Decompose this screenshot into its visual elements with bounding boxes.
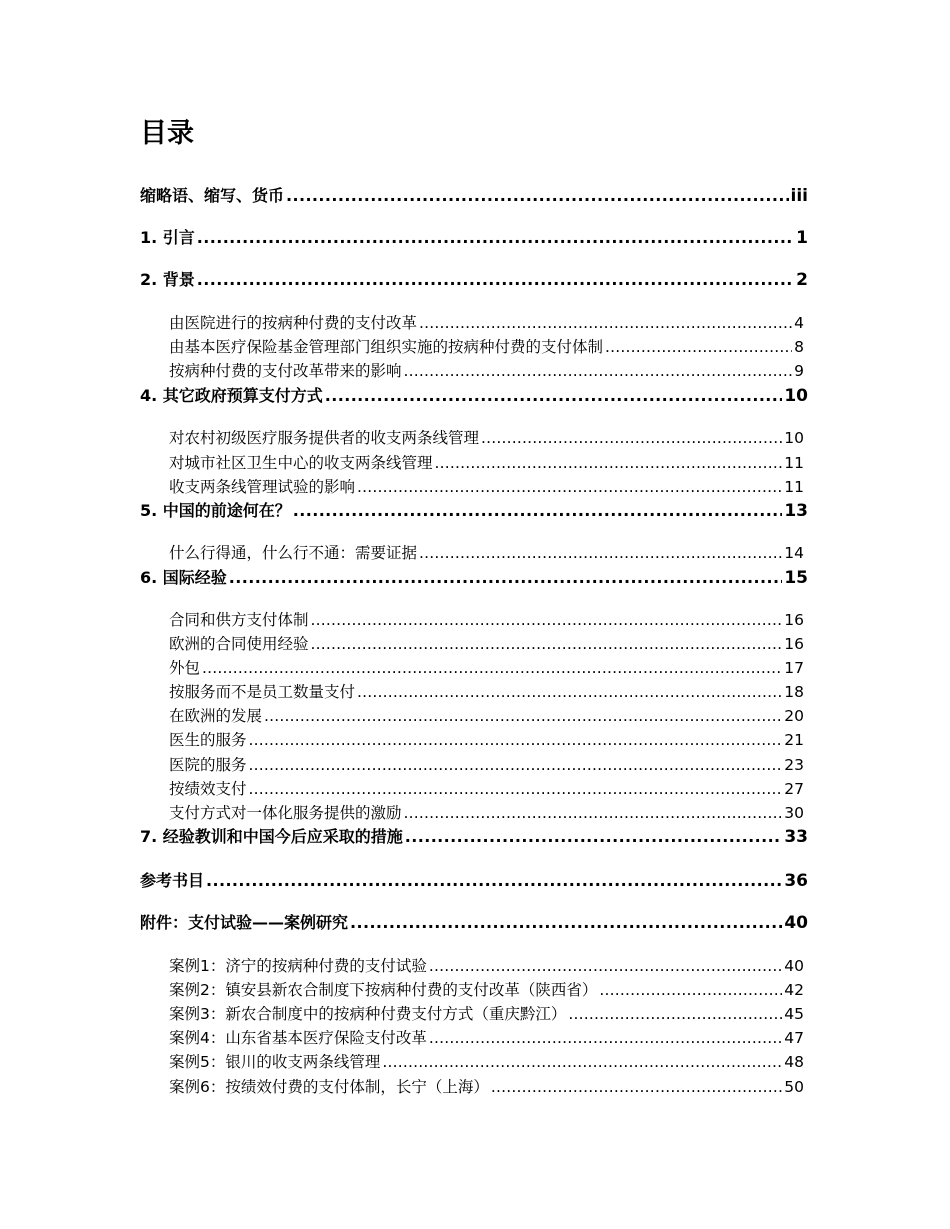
toc-page-number: 45 [784,1005,804,1023]
toc-section-entry[interactable] [140,869,808,893]
toc-page-number: 2 [796,270,808,290]
toc-entry-label: 支付方式对一体化服务提供的激励 [169,804,402,822]
toc-section-entry[interactable] [140,268,808,292]
toc-entry-label: 6. 国际经验 [140,568,227,587]
dot-leader [249,777,783,801]
dot-leader [249,753,783,777]
toc-subsection-entry[interactable] [169,728,804,752]
toc-subsection-entry[interactable] [169,426,804,450]
dot-leader [311,608,783,632]
toc-section-entry[interactable] [140,184,808,208]
dot-leader [229,566,783,590]
toc-page-number: iii [790,186,808,206]
toc-page-number: 11 [784,478,804,496]
toc-section-entry[interactable] [140,384,808,408]
toc-page-number: 36 [784,871,808,891]
toc-subsection-entry[interactable] [169,704,804,728]
dot-leader [357,680,782,704]
toc-entry-label: 由基本医疗保险基金管理部门组织实施的按病种付费的支付体制 [169,338,604,356]
toc-subsection-entry[interactable] [169,777,804,801]
dot-leader [350,911,782,935]
toc-subsection-entry[interactable] [169,608,804,632]
dot-leader [419,541,782,565]
toc-page-number: 48 [784,1053,804,1071]
toc-subsection-entry[interactable] [169,1026,804,1050]
toc-page-number: 50 [784,1078,804,1096]
dot-leader [491,1075,782,1099]
toc-entry-label: 外包 [169,659,201,677]
toc-entry-label: 收支两条线管理试验的影响 [169,478,356,496]
toc-page-number: 1 [796,228,808,248]
toc-entry-label: 附件：支付试验——案例研究 [140,913,349,932]
toc-entry-label: 什么行得通，什么行不通：需要证据 [169,544,418,562]
toc-entry-label: 对城市社区卫生中心的收支两条线管理 [169,454,433,472]
toc-page-number: 30 [784,804,804,822]
dot-leader [568,1002,782,1026]
toc-entry-label: 案例6：按绩效付费的支付体制，长宁（上海） [169,1078,489,1096]
toc-page-number: 13 [784,501,808,521]
toc-page-number: 23 [784,756,804,774]
toc-subsection-entry[interactable] [169,954,804,978]
toc-page-number: 15 [784,568,808,588]
toc-page-number: 33 [784,827,808,847]
toc-entry-label: 在欧洲的发展 [169,707,263,725]
dot-leader [311,632,783,656]
toc-subsection-entry[interactable] [169,632,804,656]
toc-entry-label: 案例1：济宁的按病种付费的支付试验 [169,957,427,975]
dot-leader [197,268,794,292]
toc-page-number: 9 [794,362,804,380]
dot-leader [202,656,782,680]
toc-entry-label: 1. 引言 [140,228,195,247]
toc-entry-label: 4. 其它政府预算支付方式 [140,386,323,405]
toc-entry-label: 对农村初级医疗服务提供者的收支两条线管理 [169,429,480,447]
toc-subsection-entry[interactable] [169,1002,804,1026]
dot-leader [405,825,783,849]
dot-leader [206,869,782,893]
dot-leader [605,335,792,359]
toc-entry-label: 缩略语、缩写、货币 [140,186,285,205]
toc-section-entry[interactable] [140,226,808,250]
toc-page-number: 18 [784,683,804,701]
toc-entry-label: 合同和供方支付体制 [169,611,309,629]
toc-entry-label: 参考书目 [140,871,205,890]
toc-title: 目录 [140,118,194,149]
toc-entry-label: 案例4：山东省基本医疗保险支付改革 [169,1029,427,1047]
toc-entry-label: 案例3：新农合制度中的按病种付费支付方式（重庆黔江） [169,1005,567,1023]
dot-leader [264,704,782,728]
dot-leader [325,384,783,408]
toc-subsection-entry[interactable] [169,541,804,565]
toc-section-entry[interactable] [140,825,808,849]
toc-subsection-entry[interactable] [169,451,804,475]
toc-subsection-entry[interactable] [169,335,804,359]
toc-entry-label: 7. 经验教训和中国今后应采取的措施 [140,827,403,846]
toc-subsection-entry[interactable] [169,656,804,680]
toc-entry-label: 医院的服务 [169,756,247,774]
toc-page-number: 17 [784,659,804,677]
dot-leader [419,311,792,335]
toc-subsection-entry[interactable] [169,1050,804,1074]
toc-entry-label: 按病种付费的支付改革带来的影响 [169,362,402,380]
toc-page-number: 10 [784,386,808,406]
toc-page-number: 40 [784,957,804,975]
toc-page-number: 14 [784,544,804,562]
dot-leader [481,426,782,450]
toc-entry-label: 欧洲的合同使用经验 [169,635,309,653]
dot-leader [382,1050,782,1074]
toc-subsection-entry[interactable] [169,359,804,383]
dot-leader [599,978,782,1002]
dot-leader [429,1026,782,1050]
toc-page-number: 4 [794,314,804,332]
toc-section-entry[interactable] [140,499,808,523]
toc-entry-label: 按绩效支付 [169,780,247,798]
toc-page-number: 8 [794,338,804,356]
toc-page-number: 10 [784,429,804,447]
toc-page-number: 27 [784,780,804,798]
dot-leader [197,226,794,250]
toc-subsection-entry[interactable] [169,1075,804,1099]
dot-leader [404,359,793,383]
toc-page-number: 16 [784,635,804,653]
dot-leader [286,184,789,208]
dot-leader [429,954,782,978]
toc-subsection-entry[interactable] [169,801,804,825]
toc-page-number: 16 [784,611,804,629]
dot-leader [293,499,783,523]
toc-page-number: 11 [784,454,804,472]
toc-entry-label: 案例5：银川的收支两条线管理 [169,1053,381,1071]
dot-leader [249,728,783,752]
toc-page-number: 20 [784,707,804,725]
toc-subsection-entry[interactable] [169,753,804,777]
toc-entry-label: 由医院进行的按病种付费的支付改革 [169,314,418,332]
toc-page-number: 21 [784,731,804,749]
dot-leader [435,451,783,475]
toc-subsection-entry[interactable] [169,978,804,1002]
toc-section-entry[interactable] [140,566,808,590]
toc-entry-label: 5. 中国的前途何在？ [140,501,291,520]
toc-section-entry[interactable] [140,911,808,935]
toc-page-number: 47 [784,1029,804,1047]
toc-page-number: 40 [784,913,808,933]
toc-entry-label: 按服务而不是员工数量支付 [169,683,356,701]
toc-entry-label: 2. 背景 [140,270,195,289]
toc-subsection-entry[interactable] [169,475,804,499]
toc-entry-label: 案例2：镇安县新农合制度下按病种付费的支付改革（陕西省） [169,981,598,999]
toc-entry-label: 医生的服务 [169,731,247,749]
toc-subsection-entry[interactable] [169,311,804,335]
dot-leader [404,801,783,825]
dot-leader [357,475,782,499]
toc-page-number: 42 [784,981,804,999]
toc-subsection-entry[interactable] [169,680,804,704]
